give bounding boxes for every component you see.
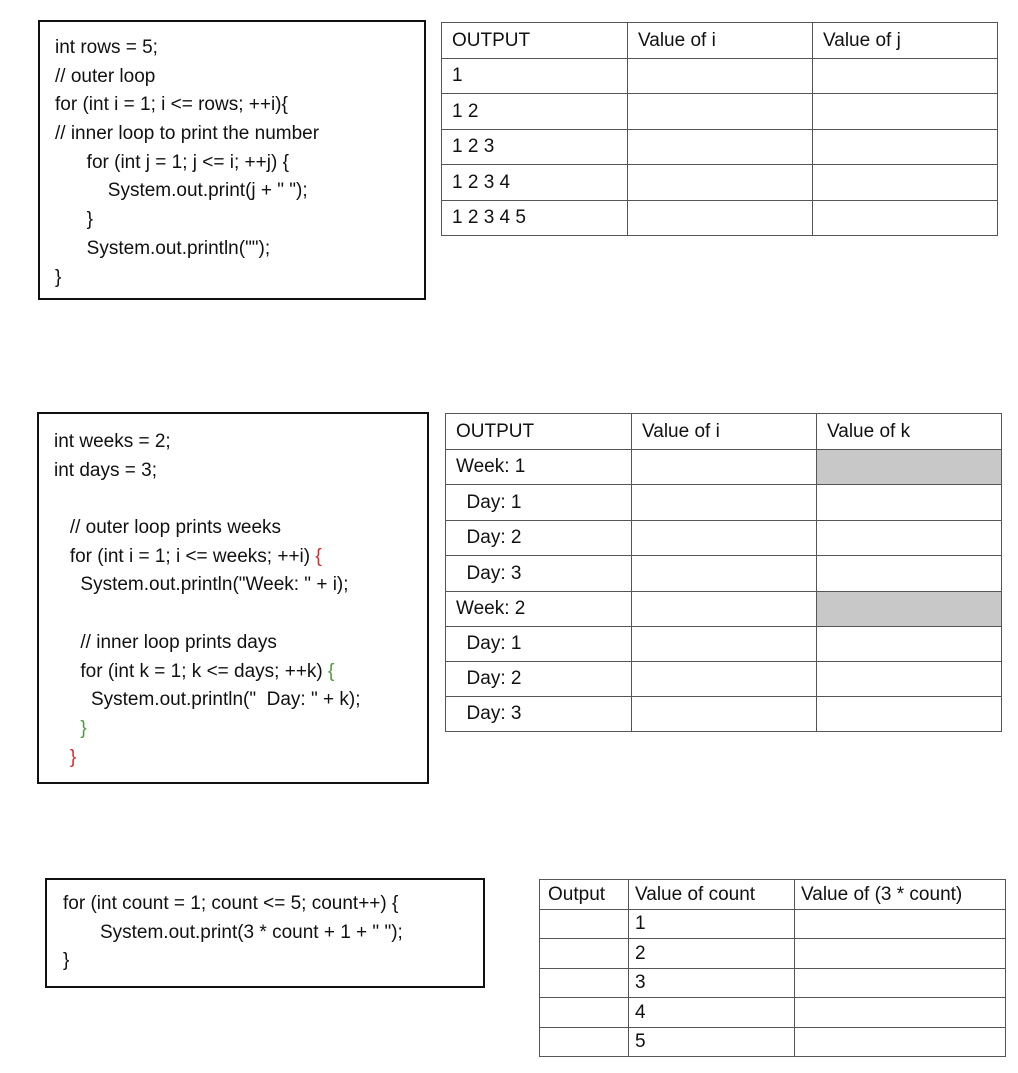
output-cell[interactable] bbox=[540, 969, 629, 998]
header-value-of-3-count: Value of (3 * count) bbox=[795, 880, 1006, 910]
table-row bbox=[446, 521, 1002, 556]
i-cell[interactable] bbox=[628, 201, 813, 236]
output-cell: 1 2 3 4 bbox=[442, 165, 628, 201]
output-cell: Day: 1 bbox=[446, 627, 632, 662]
i-cell[interactable] bbox=[628, 130, 813, 165]
table-row bbox=[442, 130, 998, 165]
product-cell[interactable] bbox=[795, 969, 1006, 998]
table-row bbox=[540, 910, 1006, 939]
code-indent bbox=[54, 747, 70, 768]
table-row bbox=[446, 485, 1002, 521]
k-cell[interactable] bbox=[817, 485, 1002, 521]
i-cell[interactable] bbox=[628, 59, 813, 94]
table-header-row bbox=[442, 23, 998, 59]
output-cell[interactable] bbox=[540, 1028, 629, 1057]
code-line: int weeks = 2; bbox=[54, 431, 171, 452]
code-line: } bbox=[55, 266, 62, 288]
code-line: System.out.println("Week: " + i); bbox=[54, 574, 349, 596]
code-line: System.out.println(""); bbox=[55, 237, 271, 259]
header-value-of-j: Value of j bbox=[813, 23, 998, 59]
code-line bbox=[54, 600, 427, 629]
code-line bbox=[54, 658, 427, 687]
header-value-of-i: Value of i bbox=[632, 414, 817, 450]
count-cell: 2 bbox=[629, 939, 795, 969]
outer-close-brace: } bbox=[69, 746, 77, 768]
i-cell[interactable] bbox=[632, 521, 817, 556]
code-line bbox=[54, 543, 427, 572]
trace-table-rows bbox=[441, 22, 998, 236]
k-cell[interactable] bbox=[817, 556, 1002, 592]
code-line: // inner loop to print the number bbox=[55, 123, 320, 145]
table-row bbox=[446, 627, 1002, 662]
header-output: OUTPUT bbox=[446, 414, 632, 450]
code-line: } bbox=[63, 950, 70, 972]
inner-close-brace: } bbox=[80, 717, 87, 739]
outer-open-brace: { bbox=[315, 545, 322, 567]
header-value-of-i: Value of i bbox=[628, 23, 813, 59]
table-row bbox=[442, 165, 998, 201]
k-cell[interactable] bbox=[817, 521, 1002, 556]
product-cell[interactable] bbox=[795, 910, 1006, 939]
code-box-weeks-days bbox=[37, 412, 429, 784]
i-cell[interactable] bbox=[632, 450, 817, 485]
table-row bbox=[446, 450, 1002, 485]
k-cell-shaded bbox=[817, 450, 1002, 485]
output-cell: 1 2 bbox=[442, 94, 628, 130]
code-line: } bbox=[55, 209, 94, 231]
output-cell: Day: 3 bbox=[446, 556, 632, 592]
i-cell[interactable] bbox=[632, 592, 817, 627]
code-line: System.out.print(3 * count + 1 + " "); bbox=[63, 921, 403, 943]
i-cell[interactable] bbox=[632, 485, 817, 521]
table-header-row bbox=[446, 414, 1002, 450]
header-output: OUTPUT bbox=[442, 23, 628, 59]
code-line: // inner loop prints days bbox=[54, 631, 277, 653]
i-cell[interactable] bbox=[632, 697, 817, 732]
code-line: for (int i = 1; i <= rows; ++i){ bbox=[55, 94, 288, 116]
k-cell[interactable] bbox=[817, 662, 1002, 697]
table-row bbox=[540, 1028, 1006, 1057]
table-row bbox=[540, 939, 1006, 969]
code-box-count-loop bbox=[45, 878, 485, 988]
trace-table-weeks-days bbox=[445, 413, 1002, 732]
header-output: Output bbox=[540, 880, 629, 910]
inner-open-brace: { bbox=[328, 660, 335, 682]
output-cell: 1 bbox=[442, 59, 628, 94]
output-cell[interactable] bbox=[540, 998, 629, 1028]
output-cell: Day: 1 bbox=[446, 485, 632, 521]
table-row bbox=[442, 59, 998, 94]
code-line: System.out.println(" Day: " + k); bbox=[54, 689, 361, 711]
count-cell: 4 bbox=[629, 998, 795, 1028]
k-cell[interactable] bbox=[817, 697, 1002, 732]
code-line: for (int j = 1; j <= i; ++j) { bbox=[55, 151, 289, 173]
output-cell[interactable] bbox=[540, 910, 629, 939]
j-cell[interactable] bbox=[813, 165, 998, 201]
i-cell[interactable] bbox=[632, 627, 817, 662]
code-line: // outer loop bbox=[55, 65, 156, 87]
output-cell: Day: 2 bbox=[446, 662, 632, 697]
k-cell[interactable] bbox=[817, 627, 1002, 662]
header-value-of-k: Value of k bbox=[817, 414, 1002, 450]
table-row bbox=[442, 201, 998, 236]
count-cell: 1 bbox=[629, 910, 795, 939]
i-cell[interactable] bbox=[632, 556, 817, 592]
j-cell[interactable] bbox=[813, 130, 998, 165]
code-line: int rows = 5; bbox=[55, 37, 158, 58]
output-cell[interactable] bbox=[540, 939, 629, 969]
code-box-nested-loop-rows bbox=[38, 20, 426, 300]
table-row bbox=[446, 592, 1002, 627]
count-cell: 3 bbox=[629, 969, 795, 998]
j-cell[interactable] bbox=[813, 94, 998, 130]
code-line bbox=[54, 744, 427, 773]
table-row bbox=[446, 662, 1002, 697]
output-cell: 1 2 3 bbox=[442, 130, 628, 165]
output-cell: Day: 2 bbox=[446, 521, 632, 556]
j-cell[interactable] bbox=[813, 201, 998, 236]
table-row bbox=[446, 556, 1002, 592]
code-line: // outer loop prints weeks bbox=[54, 517, 282, 539]
table-row bbox=[540, 969, 1006, 998]
product-cell[interactable] bbox=[795, 939, 1006, 969]
i-cell[interactable] bbox=[632, 662, 817, 697]
output-cell: Week: 1 bbox=[446, 450, 632, 485]
output-cell: Week: 2 bbox=[446, 592, 632, 627]
table-row bbox=[442, 94, 998, 130]
header-value-of-count: Value of count bbox=[629, 880, 795, 910]
code-line bbox=[54, 715, 427, 744]
output-cell: Day: 3 bbox=[446, 697, 632, 732]
code-indent bbox=[54, 718, 80, 739]
i-cell[interactable] bbox=[628, 165, 813, 201]
table-header-row bbox=[540, 880, 1006, 910]
count-cell: 5 bbox=[629, 1028, 795, 1057]
code-line: System.out.print(j + " "); bbox=[55, 180, 308, 202]
i-cell[interactable] bbox=[628, 94, 813, 130]
trace-table-count bbox=[539, 879, 1006, 1057]
output-cell: 1 2 3 4 5 bbox=[442, 201, 628, 236]
k-cell-shaded bbox=[817, 592, 1002, 627]
code-text: for (int k = 1; k <= days; ++k) bbox=[54, 660, 329, 682]
j-cell[interactable] bbox=[813, 59, 998, 94]
code-line: int days = 3; bbox=[54, 459, 157, 481]
product-cell[interactable] bbox=[795, 1028, 1006, 1057]
code-line: for (int count = 1; count <= 5; count++) { bbox=[63, 893, 399, 914]
table-row bbox=[540, 998, 1006, 1028]
product-cell[interactable] bbox=[795, 998, 1006, 1028]
code-text: for (int i = 1; i <= weeks; ++i) bbox=[54, 545, 316, 567]
table-row bbox=[446, 697, 1002, 732]
code-line bbox=[54, 485, 427, 514]
